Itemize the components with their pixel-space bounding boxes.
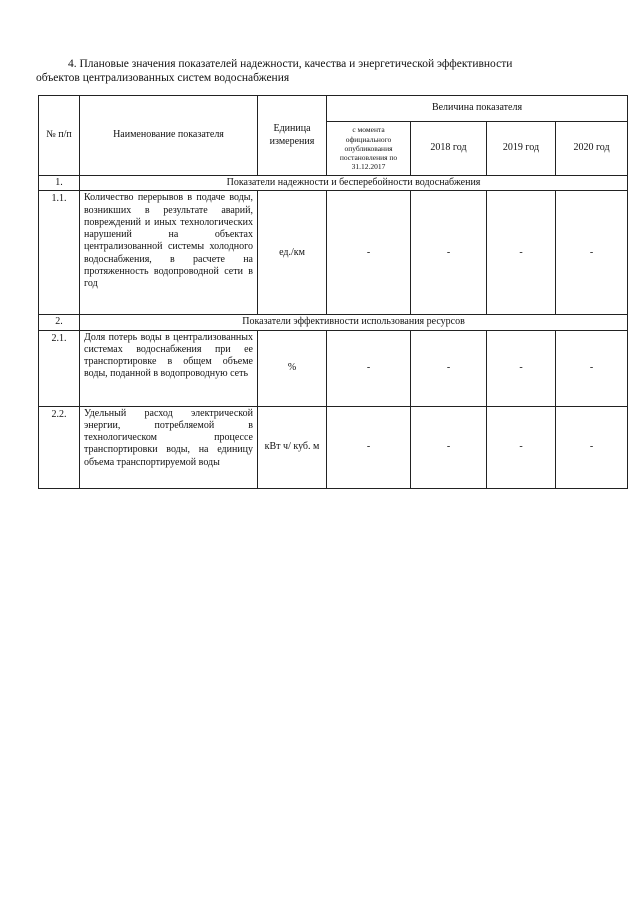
row-value-2020: - <box>556 191 628 315</box>
section-row <box>39 176 628 191</box>
header-col-2019: 2019 год <box>487 122 556 176</box>
heading-line-2: объектов централизованных систем водоснабжения <box>36 72 290 84</box>
row-value-2020: - <box>556 330 628 406</box>
row-value-2018: - <box>411 406 487 488</box>
row-value-2019: - <box>487 330 556 406</box>
section-title: Показатели надежности и бесперебойности водоснабжения <box>80 176 628 191</box>
row-value-2018: - <box>411 191 487 315</box>
row-value-2019: - <box>487 191 556 315</box>
row-unit: ед./км <box>258 191 327 315</box>
row-value-2018: - <box>411 330 487 406</box>
row-num: 2.2. <box>39 406 80 488</box>
header-num: № п/п <box>39 96 80 176</box>
indicators-table <box>38 95 628 489</box>
row-value-since: - <box>327 330 411 406</box>
row-name: Удельный расход электрической энергии, потребляемой в технологическом процессе транспортировки воды, на единицу объема транспортируемой воды <box>80 406 258 488</box>
heading-line-1: 4. Плановые значения показателей надежности, качества и энергетической эффективности <box>68 58 513 70</box>
row-num: 2.1. <box>39 330 80 406</box>
section-title: Показатели эффективности использования ресурсов <box>80 315 628 330</box>
section-row <box>39 315 628 330</box>
row-value-since: - <box>327 191 411 315</box>
header-col-2018: 2018 год <box>411 122 487 176</box>
row-name: Доля потерь воды в централизованных системах водоснабжения при ее транспортировке в общем объеме воды, поданной в водопроводную сеть <box>80 330 258 406</box>
row-num: 1.1. <box>39 191 80 315</box>
header-value-group: Величина показателя <box>327 96 628 122</box>
row-value-2019: - <box>487 406 556 488</box>
header-row-1 <box>39 96 628 122</box>
header-unit: Единица измерения <box>258 96 327 176</box>
row-unit: % <box>258 330 327 406</box>
table-row <box>39 330 628 406</box>
section-heading <box>36 57 606 85</box>
section-num: 2. <box>39 315 80 330</box>
table-row <box>39 191 628 315</box>
table-row <box>39 406 628 488</box>
row-value-since: - <box>327 406 411 488</box>
header-name: Наименование показателя <box>80 96 258 176</box>
row-value-2020: - <box>556 406 628 488</box>
header-col-since: с момента официального опубликования постановления по 31.12.2017 <box>327 122 411 176</box>
row-name: Количество перерывов в подаче воды, возникших в результате аварий, повреждений и иных технологических нарушений на объектах централизованной системы холодного водоснабжения, в расчете на протяженность водопроводной сети в год <box>80 191 258 315</box>
row-unit: кВт ч/ куб. м <box>258 406 327 488</box>
header-col-2020: 2020 год <box>556 122 628 176</box>
section-num: 1. <box>39 176 80 191</box>
